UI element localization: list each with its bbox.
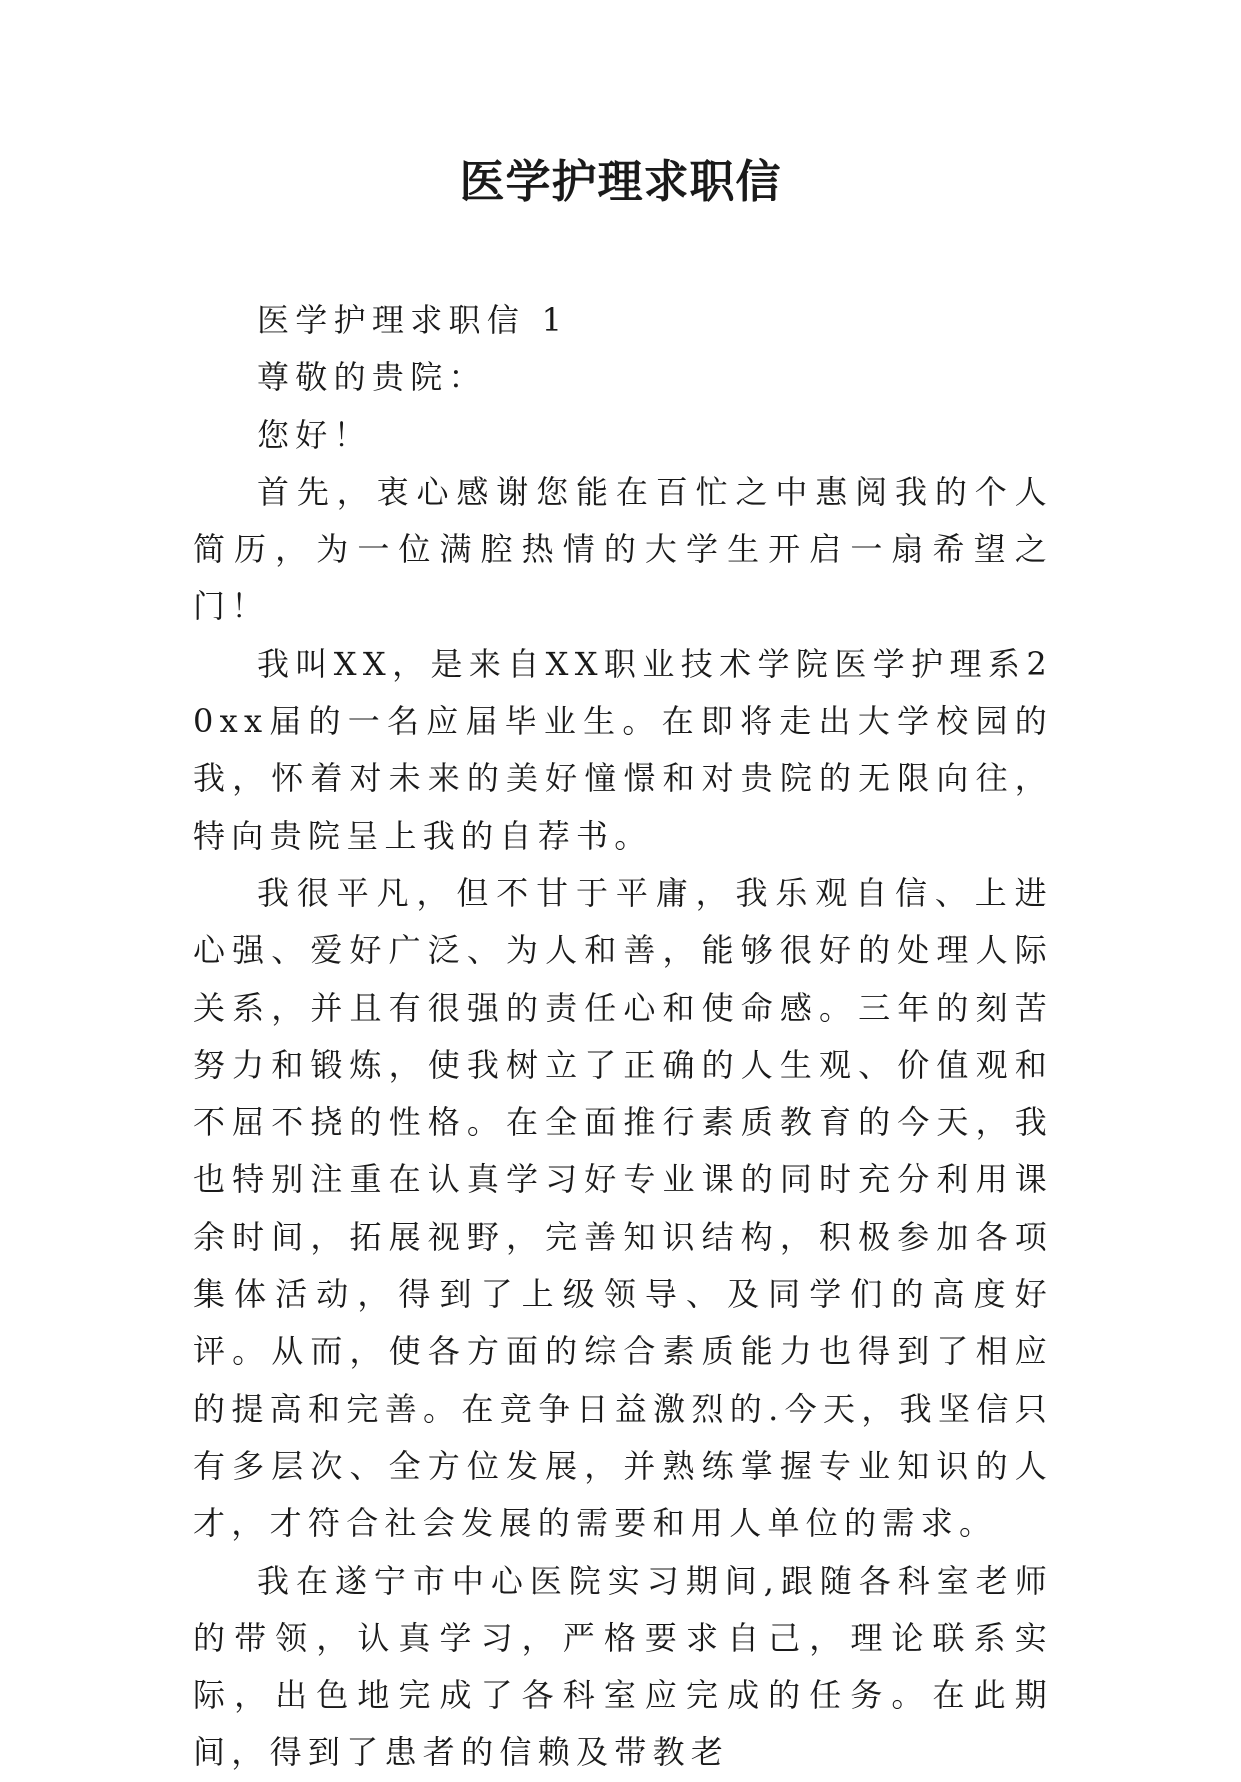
paragraph-greeting: 您好！ <box>257 415 372 454</box>
document-body <box>193 292 1053 1782</box>
paragraph-opening: 首先，衷心感谢您能在百忙之中惠阅我的个人简历，为一位满腔热情的大学生开启一扇希望之门！ <box>193 472 1053 626</box>
paragraph-internship: 我在遂宁市中心医院实习期间,跟随各科室老师的带领，认真学习，严格要求自己，理论联系实际，出色地完成了各科室应完成的任务。在此期间，得到了患者的信赖及带教老 <box>193 1561 1053 1772</box>
paragraph-self-description: 我很平凡，但不甘于平庸，我乐观自信、上进心强、爱好广泛、为人和善，能够很好的处理人际关系，并且有很强的责任心和使命感。三年的刻苦努力和锻炼，使我树立了正确的人生观、价值观和不屈不挠的性格。在全面推行素质教育的今天，我也特别注重在认真学习好专业课的同时充分利用课余时间，拓展视野，完善知识结构，积极参加各项集体活动，得到了上级领导、及同学们的高度好评。从而，使各方面的综合素质能力也得到了相应的提高和完善。在竞争日益激烈的.今天，我坚信只有多层次、全方位发展，并熟练掌握专业知识的人才，才符合社会发展的需要和用人单位的需求。 <box>193 873 1053 1543</box>
paragraph-introduction: 我叫XX，是来自XX职业技术学院医学护理系20xx届的一名应届毕业生。在即将走出大学校园的我，怀着对未来的美好憧憬和对贵院的无限向往，特向贵院呈上我的自荐书。 <box>193 644 1053 855</box>
paragraph-heading: 医学护理求职信 1 <box>257 301 569 339</box>
paragraph-salutation: 尊敬的贵院： <box>257 358 487 397</box>
document-title: 医学护理求职信 <box>459 155 782 208</box>
